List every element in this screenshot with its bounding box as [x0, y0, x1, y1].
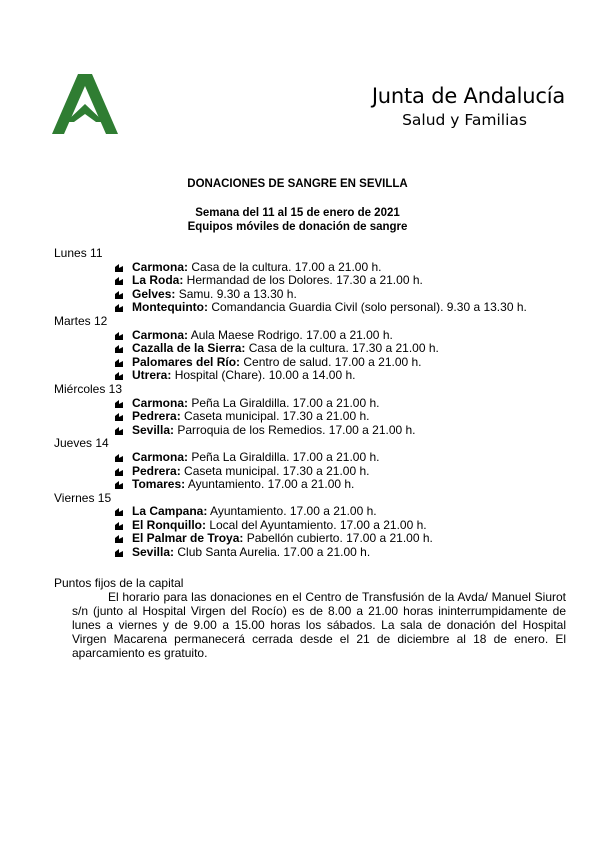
hand-pointer-icon: [114, 290, 124, 300]
day-heading: Martes 12: [54, 313, 108, 328]
location-name: Carmona:: [132, 449, 189, 464]
schedule-entry: [54, 478, 564, 492]
location-details: Aula Maese Rodrigo. 17.00 a 21.00 h.: [188, 327, 393, 342]
location-name: Cazalla de la Sierra:: [132, 341, 246, 356]
location-name: Carmona:: [132, 259, 189, 274]
schedule-entry: [54, 397, 564, 411]
location-name: Carmona:: [132, 395, 189, 410]
location-details: Peña La Giraldilla. 17.00 a 21.00 h.: [188, 395, 380, 410]
location-name: Sevilla:: [132, 545, 175, 560]
schedule-entry: [54, 301, 564, 315]
fixed-points-title: Puntos fijos de la capital: [54, 576, 184, 590]
hand-pointer-icon: [114, 521, 124, 531]
schedule-entry: [54, 546, 564, 560]
location-details: Caseta municipal. 17.30 a 21.00 h.: [180, 409, 370, 424]
hand-pointer-icon: [114, 263, 124, 273]
location-details: Hermandad de los Dolores. 17.30 a 21.00 h.: [183, 273, 423, 288]
schedule-entry: [54, 261, 564, 275]
schedule-list: [54, 247, 564, 560]
location-name: Palomares del Río:: [132, 354, 241, 369]
hand-pointer-icon: [114, 507, 124, 517]
location-name: Gelves:: [132, 286, 176, 301]
schedule-entry: [54, 356, 564, 370]
department-name: Salud y Familias: [402, 111, 527, 129]
location-details: Ayuntamiento. 17.00 a 21.00 h.: [185, 477, 355, 492]
schedule-entry: [54, 288, 564, 302]
document-title: DONACIONES DE SANGRE EN SEVILLA: [187, 178, 408, 190]
hand-pointer-icon: [114, 331, 124, 341]
document-subtitle: [0, 206, 595, 234]
schedule-entry: [54, 329, 564, 343]
location-details: Comandancia Guardia Civil (solo personal). 9.30 a 13.30 h.: [207, 300, 527, 315]
schedule-entry: [54, 369, 564, 383]
section-subtitle: Equipos móviles de donación de sangre: [187, 221, 408, 233]
schedule-entry: [54, 410, 564, 424]
hand-pointer-icon: [114, 480, 124, 490]
location-details: Club Santa Aurelia. 17.00 a 21.00 h.: [174, 545, 371, 560]
location-details: Ayuntamiento. 17.00 a 21.00 h.: [207, 504, 377, 519]
week-range: Semana del 11 al 15 de enero de 2021: [195, 207, 400, 219]
location-details: Centro de salud. 17.00 a 21.00 h.: [240, 354, 422, 369]
location-name: Tomares:: [132, 477, 186, 492]
org-name: Junta de Andalucía: [371, 84, 565, 108]
location-details: Peña La Giraldilla. 17.00 a 21.00 h.: [188, 449, 380, 464]
hand-pointer-icon: [114, 467, 124, 477]
location-name: Pedrera:: [132, 463, 181, 478]
junta-andalucia-logo: [52, 74, 118, 134]
day-entries: [54, 397, 564, 438]
schedule-entry: [54, 465, 564, 479]
location-details: Local del Ayuntamiento. 17.00 a 21.00 h.: [206, 517, 427, 532]
location-name: Pedrera:: [132, 409, 181, 424]
hand-pointer-icon: [114, 426, 124, 436]
schedule-entry: [54, 519, 564, 533]
day-entries: [54, 505, 564, 559]
location-details: Parroquia de los Remedios. 17.00 a 21.00 h.: [174, 422, 416, 437]
location-details: Pabellón cubierto. 17.00 a 21.00 h.: [243, 531, 433, 546]
day-heading: Jueves 14: [54, 436, 109, 451]
location-name: Utrera:: [132, 368, 172, 383]
hand-pointer-icon: [114, 358, 124, 368]
brand-header: [372, 84, 565, 129]
hand-pointer-icon: [114, 534, 124, 544]
fixed-points-text: El horario para las donaciones en el Centro de Transfusión de la Avda/ Manuel Siurot s/n (junto al Hospital Virgen del Rocío) es de 8.00 a 21.00 horas ininterrumpidamente de lunes a viernes y de 9.00 a 15.00 horas los sábados. La sala de donación del Hospital Virgen Macarena permanecerá cerrada desde el 21 de diciembre al 18 de enero. El aparcamiento es gratuito.: [72, 590, 566, 660]
schedule-entry: [54, 451, 564, 465]
hand-pointer-icon: [114, 412, 124, 422]
location-name: La Roda:: [132, 273, 184, 288]
hand-pointer-icon: [114, 303, 124, 313]
location-name: La Campana:: [132, 504, 208, 519]
location-name: El Ronquillo:: [132, 517, 206, 532]
day-entries: [54, 261, 564, 315]
day-entries: [54, 329, 564, 383]
location-details: Hospital (Chare). 10.00 a 14.00 h.: [171, 368, 356, 383]
day-heading: Viernes 15: [54, 490, 112, 505]
schedule-entry: [54, 424, 564, 438]
hand-pointer-icon: [114, 548, 124, 558]
schedule-entry: [54, 274, 564, 288]
schedule-entry: [54, 532, 564, 546]
location-details: Casa de la cultura. 17.00 a 21.00 h.: [188, 259, 382, 274]
location-name: Carmona:: [132, 327, 189, 342]
hand-pointer-icon: [114, 453, 124, 463]
day-heading: Lunes 11: [54, 246, 103, 260]
location-name: Montequinto:: [132, 300, 208, 315]
location-name: Sevilla:: [132, 422, 175, 437]
hand-pointer-icon: [114, 276, 124, 286]
schedule-entry: [54, 342, 564, 356]
hand-pointer-icon: [114, 371, 124, 381]
fixed-points-section: [54, 576, 566, 660]
hand-pointer-icon: [114, 344, 124, 354]
day-heading: Miércoles 13: [54, 381, 123, 396]
location-details: Caseta municipal. 17.30 a 21.00 h.: [180, 463, 370, 478]
hand-pointer-icon: [114, 399, 124, 409]
day-entries: [54, 451, 564, 492]
location-name: El Palmar de Troya:: [132, 531, 244, 546]
schedule-entry: [54, 505, 564, 519]
location-details: Samu. 9.30 a 13.30 h.: [175, 286, 297, 301]
location-details: Casa de la cultura. 17.30 a 21.00 h.: [245, 341, 439, 356]
